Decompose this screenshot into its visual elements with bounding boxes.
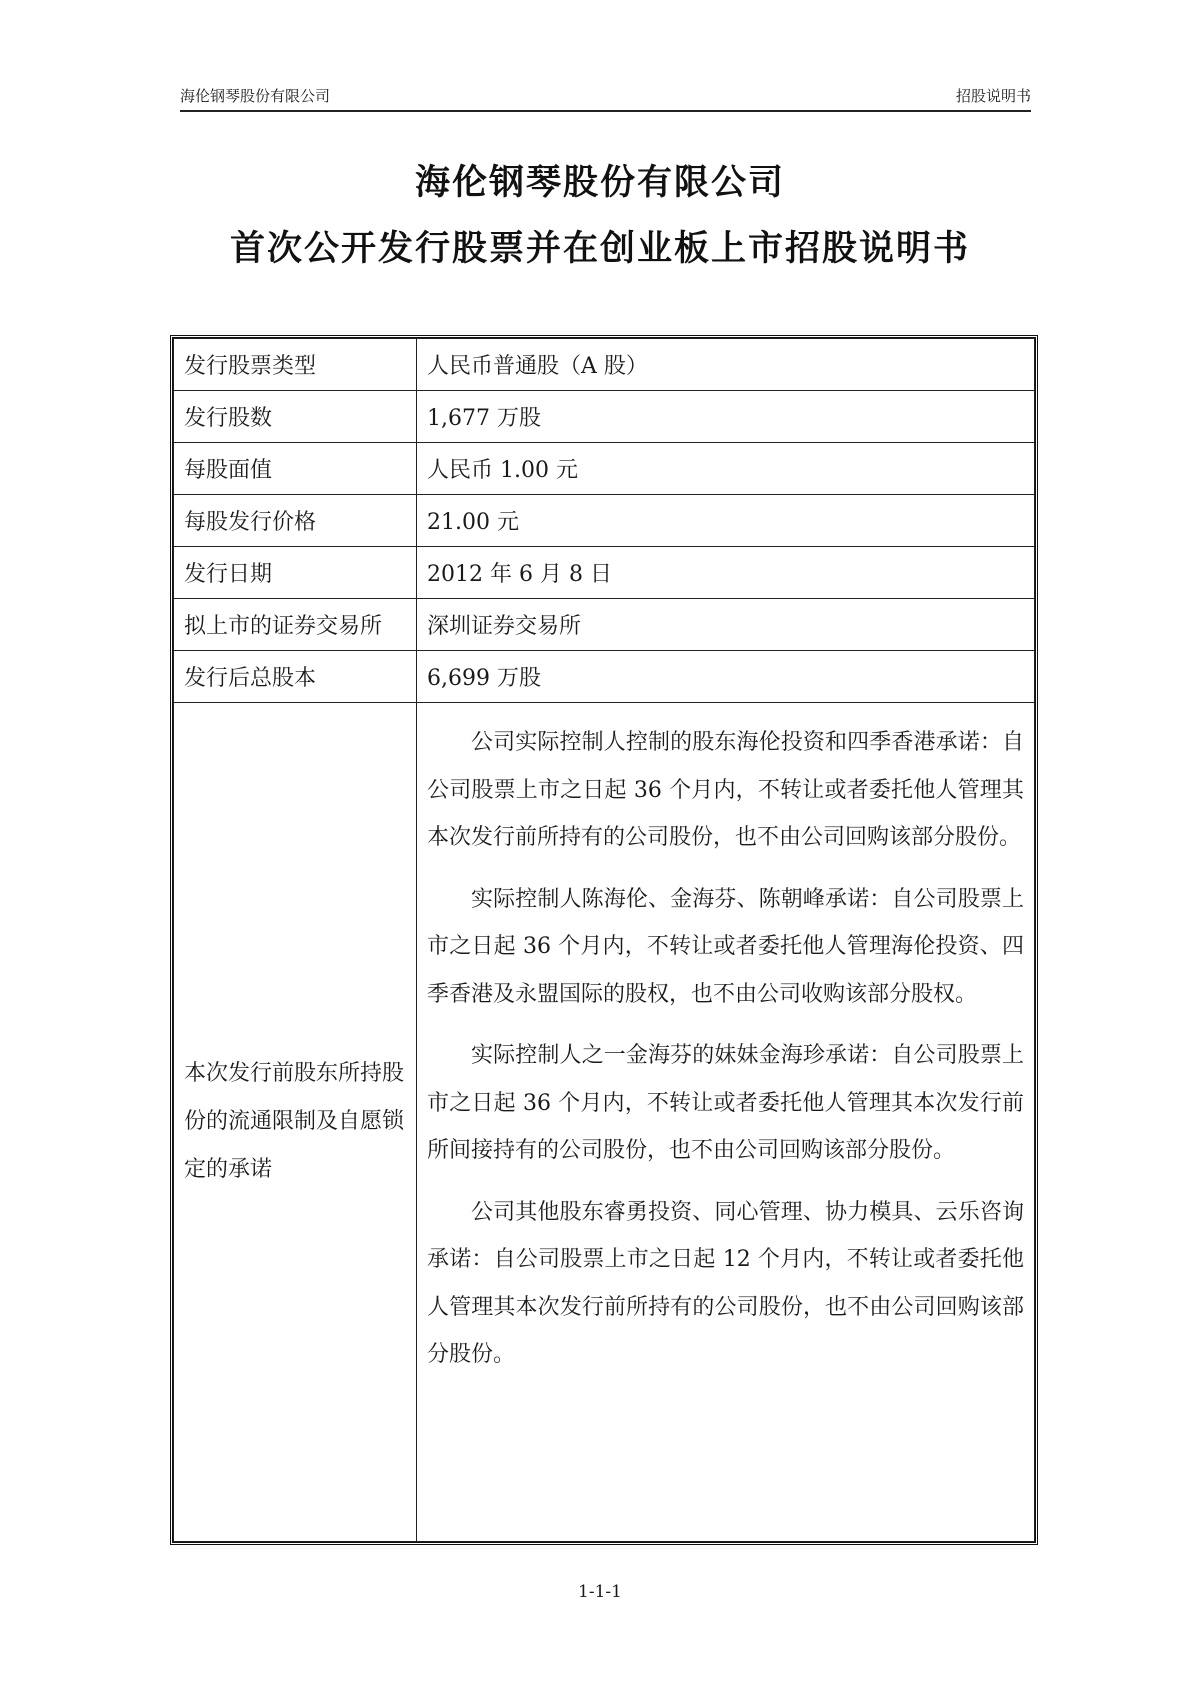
table-row-par-value bbox=[174, 443, 1035, 495]
header-doc-type: 招股说明书 bbox=[955, 87, 1031, 105]
row-label: 每股发行价格 bbox=[174, 495, 417, 547]
table-row-total-shares bbox=[174, 651, 1035, 703]
table-row-issue-date bbox=[174, 547, 1035, 599]
row-value: 1,677 万股 bbox=[417, 391, 1035, 443]
commitment-paragraph: 实际控制人陈海伦、金海芬、陈朝峰承诺：自公司股票上市之日起 36 个月内，不转让或者委托他人管理海伦投资、四季香港及永盟国际的股权，也不由公司收购该部分股权。 bbox=[427, 886, 1024, 1007]
header-company: 海伦钢琴股份有限公司 bbox=[180, 87, 331, 105]
row-label: 本次发行前股东所持股份的流通限制及自愿锁定的承诺 bbox=[174, 703, 417, 1542]
row-label: 发行股票类型 bbox=[174, 339, 417, 391]
row-label: 每股面值 bbox=[174, 443, 417, 495]
row-label: 拟上市的证券交易所 bbox=[174, 599, 417, 651]
document-title bbox=[0, 150, 1200, 282]
row-value: 21.00 元 bbox=[417, 495, 1035, 547]
commitment-paragraph: 公司实际控制人控制的股东海伦投资和四季香港承诺：自公司股票上市之日起 36 个月内，不转让或者委托他人管理其本次发行前所持有的公司股份，也不由公司回购该部分股份。 bbox=[427, 730, 1024, 850]
title-prospectus: 首次公开发行股票并在创业板上市招股说明书 bbox=[229, 229, 970, 269]
offering-summary-table bbox=[170, 335, 1038, 1545]
table-row-exchange bbox=[174, 599, 1035, 651]
table-row-issue-price bbox=[174, 495, 1035, 547]
title-company: 海伦钢琴股份有限公司 bbox=[414, 163, 785, 203]
commitment-paragraph: 公司其他股东睿勇投资、同心管理、协力模具、云乐咨询承诺：自公司股票上市之日起 12 个月内，不转让或者委托他人管理其本次发行前所持有的公司股份，也不由公司回购该部分股份。 bbox=[427, 1199, 1024, 1367]
table-row-shares-issued bbox=[174, 391, 1035, 443]
row-label: 发行日期 bbox=[174, 547, 417, 599]
row-value: 深圳证券交易所 bbox=[417, 599, 1035, 651]
row-label: 发行后总股本 bbox=[174, 651, 417, 703]
row-value: 人民币 1.00 元 bbox=[417, 443, 1035, 495]
commitment-paragraph: 实际控制人之一金海芬的妹妹金海珍承诺：自公司股票上市之日起 36 个月内，不转让或者委托他人管理其本次发行前所间接持有的公司股份，也不由公司回购该部分股份。 bbox=[427, 1043, 1024, 1163]
row-value: 人民币普通股（A 股） bbox=[417, 339, 1035, 391]
lockup-commitments bbox=[417, 703, 1035, 1542]
page-header bbox=[180, 82, 1031, 112]
table-row-stock-type bbox=[174, 339, 1035, 391]
table-row-lockup bbox=[174, 703, 1035, 1542]
page-number: 1-1-1 bbox=[578, 1582, 622, 1602]
row-value: 2012 年 6 月 8 日 bbox=[417, 547, 1035, 599]
row-label: 发行股数 bbox=[174, 391, 417, 443]
row-value: 6,699 万股 bbox=[417, 651, 1035, 703]
